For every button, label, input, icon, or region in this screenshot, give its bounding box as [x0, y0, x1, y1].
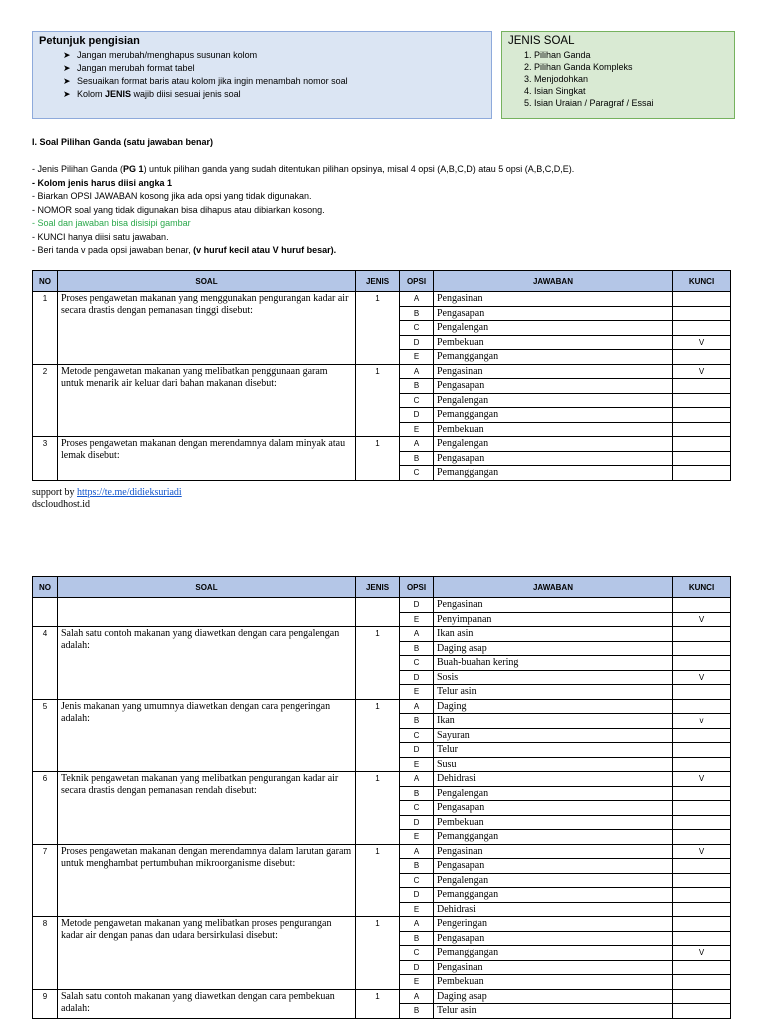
- option-letter[interactable]: C: [400, 873, 434, 888]
- option-letter[interactable]: A: [400, 292, 434, 307]
- option-answer[interactable]: Pengasinan: [434, 960, 673, 975]
- option-letter[interactable]: D: [400, 888, 434, 903]
- option-answer[interactable]: Telur asin: [434, 685, 673, 700]
- option-letter[interactable]: B: [400, 859, 434, 874]
- question-number[interactable]: 2: [33, 364, 58, 437]
- option-answer[interactable]: Pengasinan: [434, 844, 673, 859]
- jenis-soal-item: 4. Isian Singkat: [534, 85, 728, 97]
- option-answer[interactable]: Pembekuan: [434, 335, 673, 350]
- option-key[interactable]: [673, 743, 731, 758]
- option-answer[interactable]: Telur asin: [434, 1004, 673, 1019]
- option-letter[interactable]: B: [400, 714, 434, 729]
- option-answer[interactable]: Pembekuan: [434, 422, 673, 437]
- option-key[interactable]: [673, 408, 731, 423]
- option-key[interactable]: [673, 989, 731, 1004]
- option-key[interactable]: V: [673, 335, 731, 350]
- option-letter[interactable]: A: [400, 364, 434, 379]
- question-type[interactable]: 1: [356, 772, 400, 845]
- option-key[interactable]: [673, 379, 731, 394]
- option-key[interactable]: [673, 931, 731, 946]
- question-type[interactable]: 1: [356, 364, 400, 437]
- option-answer[interactable]: Pemanggangan: [434, 888, 673, 903]
- header-kunci: KUNCI: [673, 577, 731, 598]
- option-letter[interactable]: A: [400, 699, 434, 714]
- instruction-item: ➤ Kolom JENIS wajib diisi sesuai jenis soal: [63, 89, 241, 99]
- option-letter[interactable]: A: [400, 772, 434, 787]
- option-answer[interactable]: Pengalengan: [434, 873, 673, 888]
- option-answer[interactable]: Daging asap: [434, 989, 673, 1004]
- option-letter[interactable]: C: [400, 801, 434, 816]
- option-letter[interactable]: A: [400, 844, 434, 859]
- support-link[interactable]: https://te.me/didieksuriadi: [77, 487, 182, 498]
- option-letter[interactable]: E: [400, 422, 434, 437]
- option-key[interactable]: [673, 1004, 731, 1019]
- option-key[interactable]: [673, 292, 731, 307]
- section-title: I. Soal Pilihan Ganda (satu jawaban benar): [32, 137, 214, 147]
- option-key[interactable]: [673, 786, 731, 801]
- question-text[interactable]: Salah satu contoh makanan yang diawetkan dengan cara pengalengan adalah:: [58, 627, 356, 700]
- option-answer[interactable]: Pemanggangan: [434, 408, 673, 423]
- option-letter[interactable]: E: [400, 612, 434, 627]
- header-no: NO: [33, 271, 58, 292]
- option-key[interactable]: [673, 728, 731, 743]
- instructions-box: [32, 31, 492, 119]
- arrow-icon: ➤: [63, 50, 71, 60]
- instruction-item: ➤ Jangan merubah/menghapus susunan kolom: [63, 50, 258, 60]
- question-text[interactable]: Jenis makanan yang umumnya diawetkan dengan cara pengeringan adalah:: [58, 699, 356, 772]
- option-answer[interactable]: Pengasapan: [434, 801, 673, 816]
- option-answer[interactable]: Daging: [434, 699, 673, 714]
- table-row: [33, 437, 731, 452]
- question-table: [32, 576, 731, 1019]
- option-letter[interactable]: A: [400, 989, 434, 1004]
- option-letter[interactable]: A: [400, 917, 434, 932]
- option-key[interactable]: V: [673, 844, 731, 859]
- option-key[interactable]: [673, 830, 731, 845]
- option-letter[interactable]: A: [400, 627, 434, 642]
- table-row: [33, 772, 731, 787]
- note-line: - Soal dan jawaban bisa disisipi gambar: [32, 218, 191, 228]
- option-answer[interactable]: Buah-buahan kering: [434, 656, 673, 671]
- note-line: - Jenis Pilihan Ganda (PG 1) untuk pilihan ganda yang sudah ditentukan pilihan opsinya, misal 4 opsi (A,B,C,D) atau 5 opsi (A,B,C,D,E).: [32, 164, 575, 174]
- option-answer[interactable]: Pembekuan: [434, 975, 673, 990]
- jenis-soal-title: JENIS SOAL: [508, 35, 575, 47]
- option-key[interactable]: V: [673, 612, 731, 627]
- question-type[interactable]: 1: [356, 292, 400, 365]
- jenis-soal-item: 5. Isian Uraian / Paragraf / Essai: [534, 97, 728, 109]
- header-opsi: OPSI: [400, 577, 434, 598]
- option-answer[interactable]: Ikan asin: [434, 627, 673, 642]
- option-answer[interactable]: Pengalengan: [434, 437, 673, 452]
- option-answer[interactable]: Pengasapan: [434, 931, 673, 946]
- question-type[interactable]: 1: [356, 844, 400, 917]
- option-answer[interactable]: Penyimpanan: [434, 612, 673, 627]
- option-letter[interactable]: B: [400, 786, 434, 801]
- host-text: dscloudhost.id: [32, 499, 91, 510]
- option-answer[interactable]: Dehidrasi: [434, 772, 673, 787]
- option-letter[interactable]: C: [400, 728, 434, 743]
- option-answer[interactable]: Pengeringan: [434, 917, 673, 932]
- option-answer[interactable]: Pengasapan: [434, 306, 673, 321]
- option-key[interactable]: V: [673, 364, 731, 379]
- option-key[interactable]: [673, 422, 731, 437]
- instructions-title: Petunjuk pengisian: [39, 35, 140, 47]
- option-key[interactable]: V: [673, 670, 731, 685]
- table-row: [33, 917, 731, 932]
- option-key[interactable]: [673, 306, 731, 321]
- jenis-soal-item: 3. Menjodohkan: [534, 73, 728, 85]
- table-body: [33, 598, 731, 1019]
- option-key[interactable]: [673, 801, 731, 816]
- header-jawaban: JAWABAN: [434, 271, 673, 292]
- option-key[interactable]: [673, 873, 731, 888]
- header-no: NO: [33, 577, 58, 598]
- note-line: - Beri tanda v pada opsi jawaban benar, (v huruf kecil atau V huruf besar).: [32, 245, 337, 255]
- option-answer[interactable]: Pengasinan: [434, 364, 673, 379]
- option-answer[interactable]: Telur: [434, 743, 673, 758]
- option-letter[interactable]: B: [400, 641, 434, 656]
- question-text[interactable]: Proses pengawetan makanan yang menggunakan pengurangan kadar air secara drastis dengan pemanasan tinggi disebut:: [58, 292, 356, 365]
- header-jenis: JENIS: [356, 577, 400, 598]
- option-letter[interactable]: E: [400, 757, 434, 772]
- table-row: [33, 598, 731, 613]
- option-letter[interactable]: E: [400, 902, 434, 917]
- option-answer[interactable]: Pembekuan: [434, 815, 673, 830]
- option-key[interactable]: [673, 321, 731, 336]
- question-number[interactable]: 1: [33, 292, 58, 365]
- header-soal: SOAL: [58, 577, 356, 598]
- question-number[interactable]: 4: [33, 627, 58, 700]
- question-number[interactable]: 5: [33, 699, 58, 772]
- option-key[interactable]: [673, 466, 731, 481]
- option-answer[interactable]: Pengalengan: [434, 321, 673, 336]
- note-line: - Biarkan OPSI JAWABAN kosong jika ada opsi yang tidak digunakan.: [32, 191, 312, 201]
- question-table: [32, 270, 731, 481]
- option-key[interactable]: [673, 685, 731, 700]
- question-text[interactable]: Proses pengawetan makanan dengan merendamnya dalam minyak atau lemak disebut:: [58, 437, 356, 481]
- option-answer[interactable]: Pengasapan: [434, 859, 673, 874]
- option-letter[interactable]: B: [400, 931, 434, 946]
- question-type[interactable]: [356, 598, 400, 627]
- arrow-icon: ➤: [63, 76, 71, 86]
- option-key[interactable]: [673, 888, 731, 903]
- option-letter[interactable]: D: [400, 815, 434, 830]
- option-letter[interactable]: B: [400, 306, 434, 321]
- option-key[interactable]: [673, 451, 731, 466]
- option-key[interactable]: [673, 815, 731, 830]
- question-number[interactable]: 7: [33, 844, 58, 917]
- note-line: - NOMOR soal yang tidak digunakan bisa dihapus atau dibiarkan kosong.: [32, 204, 325, 215]
- option-letter[interactable]: E: [400, 830, 434, 845]
- option-answer[interactable]: Susu: [434, 757, 673, 772]
- option-key[interactable]: [673, 598, 731, 613]
- question-type[interactable]: 1: [356, 627, 400, 700]
- arrow-icon: ➤: [63, 63, 71, 73]
- option-key[interactable]: [673, 393, 731, 408]
- table-row: [33, 844, 731, 859]
- option-key[interactable]: [673, 627, 731, 642]
- option-key[interactable]: [673, 437, 731, 452]
- option-key[interactable]: [673, 350, 731, 365]
- note-line: - KUNCI hanya diisi satu jawaban.: [32, 231, 169, 242]
- support-footer: support by https://te.me/didieksuriadi dscloudhost.id: [32, 487, 182, 510]
- instruction-item: ➤ Sesuaikan format baris atau kolom jika ingin menambah nomor soal: [63, 76, 348, 86]
- option-letter[interactable]: C: [400, 656, 434, 671]
- option-answer[interactable]: Sayuran: [434, 728, 673, 743]
- question-type[interactable]: 1: [356, 699, 400, 772]
- table-row: [33, 364, 731, 379]
- question-text[interactable]: Salah satu contoh makanan yang diawetkan dengan cara pembekuan adalah:: [58, 989, 356, 1018]
- option-key[interactable]: v: [673, 714, 731, 729]
- option-key[interactable]: [673, 699, 731, 714]
- question-type[interactable]: 1: [356, 989, 400, 1018]
- option-answer[interactable]: Pengasapan: [434, 379, 673, 394]
- table-row: [33, 699, 731, 714]
- header-kunci: KUNCI: [673, 271, 731, 292]
- table-row: [33, 292, 731, 307]
- table-header-row: [33, 271, 731, 292]
- option-key[interactable]: [673, 641, 731, 656]
- note-line: - Kolom jenis harus diisi angka 1: [32, 177, 173, 188]
- header-jenis: JENIS: [356, 271, 400, 292]
- question-text[interactable]: Metode pengawetan makanan yang melibatkan penggunaan garam untuk menarik air keluar dari bahan makanan disebut:: [58, 364, 356, 437]
- option-letter[interactable]: E: [400, 350, 434, 365]
- notes: [32, 163, 574, 258]
- instruction-item: ➤ Jangan merubah format tabel: [63, 63, 195, 73]
- option-answer[interactable]: Pengalengan: [434, 393, 673, 408]
- jenis-soal-item: 2. Pilihan Ganda Kompleks: [534, 61, 728, 73]
- option-answer[interactable]: Pengalengan: [434, 786, 673, 801]
- option-answer[interactable]: Pemanggangan: [434, 946, 673, 961]
- option-key[interactable]: [673, 859, 731, 874]
- option-letter[interactable]: D: [400, 408, 434, 423]
- option-answer[interactable]: Pengasinan: [434, 598, 673, 613]
- option-key[interactable]: [673, 960, 731, 975]
- question-text[interactable]: [58, 598, 356, 627]
- jenis-soal-box: [501, 31, 735, 119]
- option-letter[interactable]: B: [400, 379, 434, 394]
- option-key[interactable]: [673, 917, 731, 932]
- question-number[interactable]: 3: [33, 437, 58, 481]
- question-number[interactable]: 8: [33, 917, 58, 990]
- question-number[interactable]: 9: [33, 989, 58, 1018]
- option-key[interactable]: [673, 902, 731, 917]
- table-row: [33, 627, 731, 642]
- option-letter[interactable]: E: [400, 975, 434, 990]
- option-answer[interactable]: Sosis: [434, 670, 673, 685]
- jenis-soal-list: [508, 49, 728, 109]
- option-key[interactable]: V: [673, 772, 731, 787]
- question-number[interactable]: 6: [33, 772, 58, 845]
- option-letter[interactable]: E: [400, 685, 434, 700]
- question-text[interactable]: Proses pengawetan makanan dengan merendamnya dalam larutan garam untuk menghambat pertumbuhan mikroorganisme disebut:: [58, 844, 356, 917]
- question-type[interactable]: 1: [356, 917, 400, 990]
- table-header-row: [33, 577, 731, 598]
- option-key[interactable]: [673, 656, 731, 671]
- option-answer[interactable]: Pemanggangan: [434, 466, 673, 481]
- option-letter[interactable]: A: [400, 437, 434, 452]
- option-answer[interactable]: Ikan: [434, 714, 673, 729]
- table-body: [33, 292, 731, 481]
- question-text[interactable]: Teknik pengawetan makanan yang melibatkan pengurangan kadar air secara drastis dengan pemanasan rendah disebut:: [58, 772, 356, 845]
- option-answer[interactable]: Pemanggangan: [434, 350, 673, 365]
- option-answer[interactable]: Pemanggangan: [434, 830, 673, 845]
- option-letter[interactable]: C: [400, 466, 434, 481]
- option-key[interactable]: [673, 975, 731, 990]
- table-row: [33, 989, 731, 1004]
- option-letter[interactable]: D: [400, 743, 434, 758]
- header-opsi: OPSI: [400, 271, 434, 292]
- header-soal: SOAL: [58, 271, 356, 292]
- question-number[interactable]: [33, 598, 58, 627]
- option-key[interactable]: [673, 757, 731, 772]
- question-text[interactable]: Metode pengawetan makanan yang melibatkan proses pengurangan kadar air dengan panas dan udara bersirkulasi disebut:: [58, 917, 356, 990]
- instructions-list: [39, 49, 485, 101]
- option-letter[interactable]: D: [400, 335, 434, 350]
- option-letter[interactable]: C: [400, 946, 434, 961]
- option-letter[interactable]: D: [400, 670, 434, 685]
- option-answer[interactable]: Pengasapan: [434, 451, 673, 466]
- question-type[interactable]: 1: [356, 437, 400, 481]
- option-answer[interactable]: Daging asap: [434, 641, 673, 656]
- header-jawaban: JAWABAN: [434, 577, 673, 598]
- jenis-soal-item: 1. Pilihan Ganda: [534, 49, 728, 61]
- option-letter[interactable]: C: [400, 321, 434, 336]
- arrow-icon: ➤: [63, 89, 71, 99]
- option-letter[interactable]: B: [400, 1004, 434, 1019]
- option-key[interactable]: V: [673, 946, 731, 961]
- option-letter[interactable]: D: [400, 960, 434, 975]
- option-letter[interactable]: C: [400, 393, 434, 408]
- option-answer[interactable]: Dehidrasi: [434, 902, 673, 917]
- option-letter[interactable]: D: [400, 598, 434, 613]
- option-letter[interactable]: B: [400, 451, 434, 466]
- option-answer[interactable]: Pengasinan: [434, 292, 673, 307]
